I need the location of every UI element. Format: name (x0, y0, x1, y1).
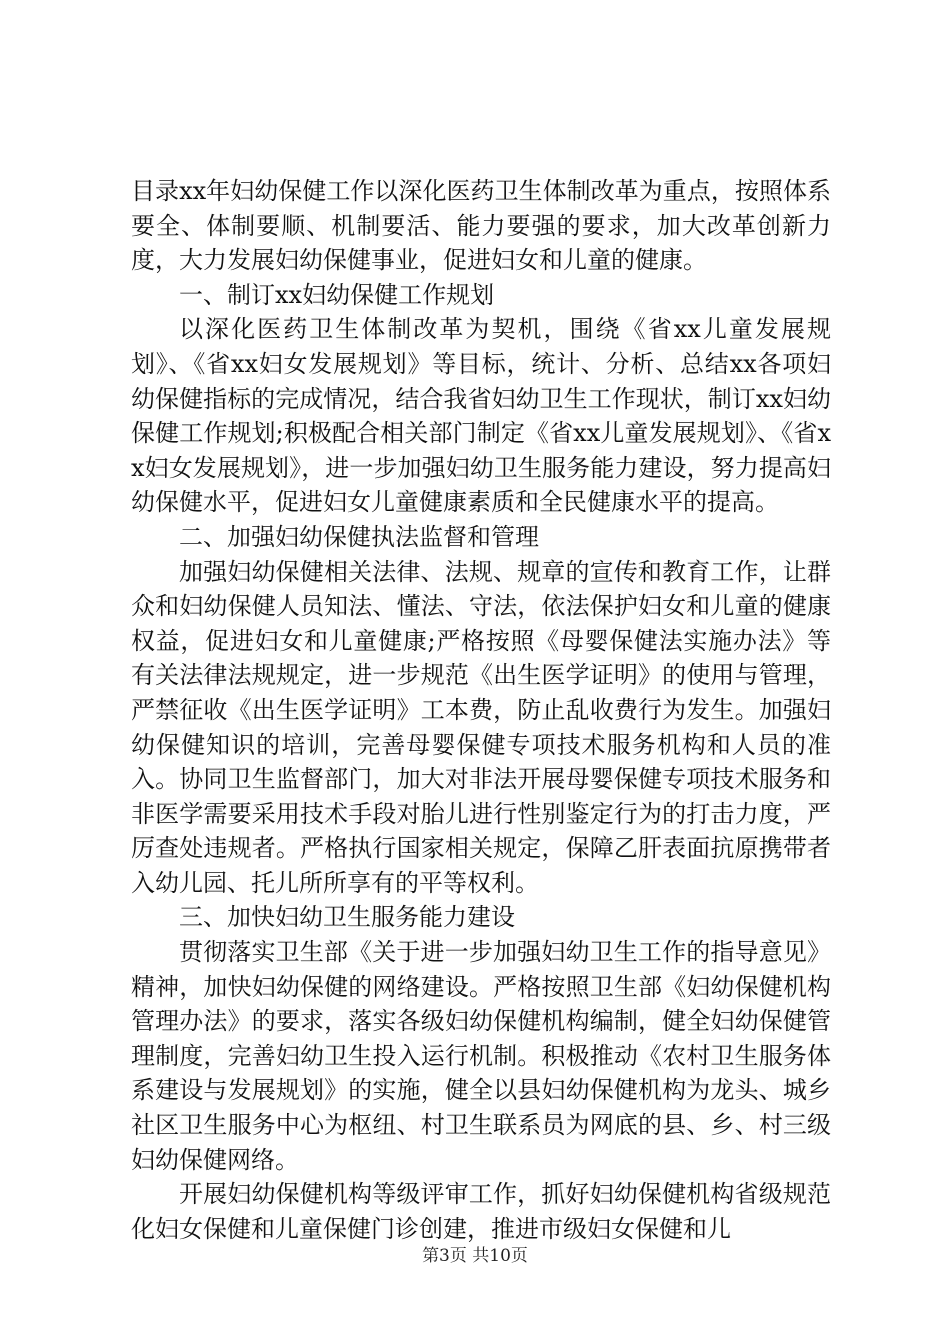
section-3-paragraph: 贯彻落实卫生部《关于进一步加强妇幼卫生工作的指导意见》精神，加快妇幼保健的网络建设。严格按照卫生部《妇幼保健机构管理办法》的要求，落实各级妇幼保健机构编制，健全妇幼保健管理制度，完善妇幼卫生投入运行机制。积极推动《农村卫生服务体系建设与发展规划》的实施，健全以县妇幼保健机构为龙头、城乡社区卫生服务中心为枢纽、村卫生联系员为网底的县、乡、村三级妇幼保健网络。 (131, 938, 831, 1174)
section-heading-3: 三、加快妇幼卫生服务能力建设 (179, 903, 515, 932)
document-body (131, 174, 831, 1246)
page-number-label: 第3页 共10页 (422, 1246, 528, 1266)
section-heading-1: 一、制订xx妇幼保健工作规划 (179, 280, 495, 309)
section-2-paragraph: 加强妇幼保健相关法律、法规、规章的宣传和教育工作，让群众和妇幼保健人员知法、懂法、守法，依法保护妇女和儿童的健康权益，促进妇女和儿童健康;严格按照《母婴保健法实施办法》等有关法律法规规定，进一步规范《出生医学证明》的使用与管理，严禁征收《出生医学证明》工本费，防止乱收费行为发生。加强妇幼保健知识的培训，完善母婴保健专项技术服务机构和人员的准入。协同卫生监督部门，加大对非法开展母婴保健专项技术服务和非医学需要采用技术手段对胎儿进行性别鉴定行为的打击力度，严厉查处违规者。严格执行国家相关规定，保障乙肝表面抗原携带者入幼儿园、托儿所所享有的平等权利。 (131, 557, 831, 897)
section-1-paragraph: 以深化医药卫生体制改革为契机，围绕《省xx儿童发展规划》、《省xx妇女发展规划》等目标，统计、分析、总结xx各项妇幼保健指标的完成情况，结合我省妇幼卫生工作现状，制订xx妇幼保健工作规划;积极配合相关部门制定《省xx儿童发展规划》、《省xx妇女发展规划》，进一步加强妇幼卫生服务能力建设，努力提高妇幼保健水平，促进妇女儿童健康素质和全民健康水平的提高。 (131, 315, 831, 517)
section-3-paragraph-continued: 开展妇幼保健机构等级评审工作，抓好妇幼保健机构省级规范化妇女保健和儿童保健门诊创建，推进市级妇女保健和儿 (131, 1180, 831, 1243)
page-footer (0, 1241, 950, 1266)
section-heading-2: 二、加强妇幼保健执法监督和管理 (179, 522, 539, 551)
intro-paragraph: 目录xx年妇幼保健工作以深化医药卫生体制改革为重点，按照体系要全、体制要顺、机制要活、能力要强的要求，加大改革创新力度，大力发展妇幼保健事业，促进妇女和儿童的健康。 (131, 177, 831, 275)
